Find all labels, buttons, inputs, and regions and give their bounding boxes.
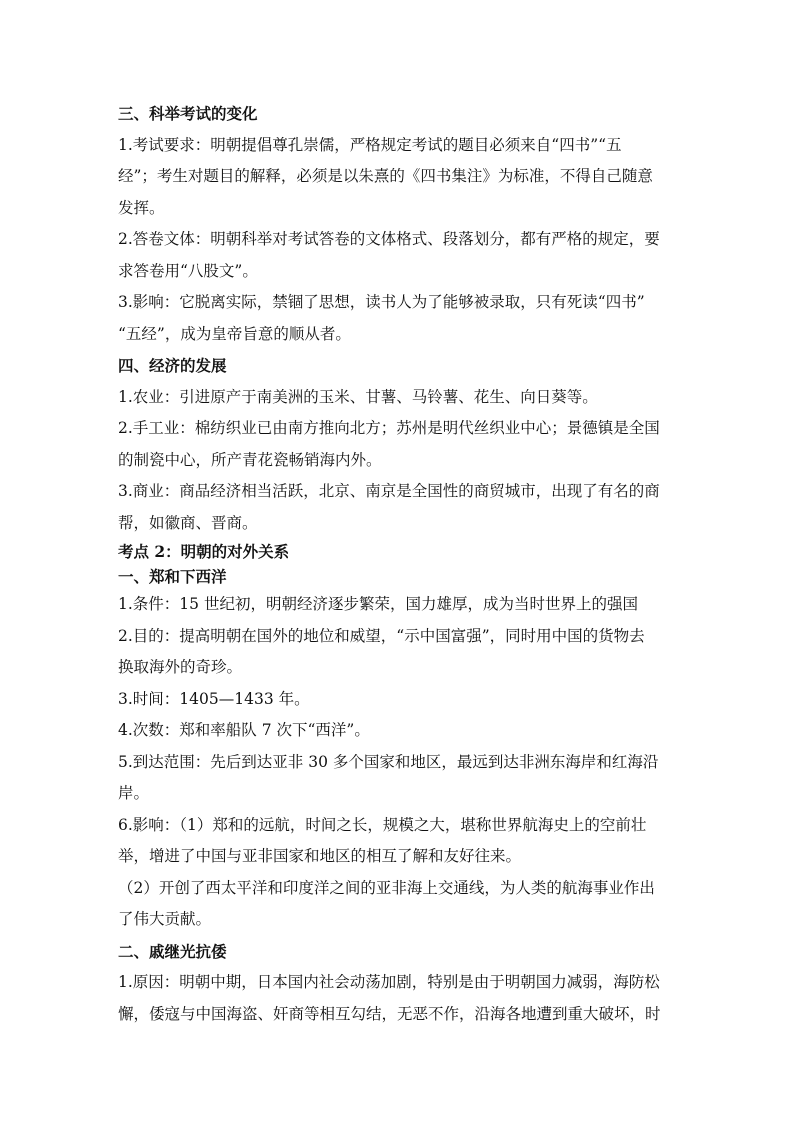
paragraph-line: “五经”，成为皇帝旨意的顺从者。: [118, 324, 351, 343]
paragraph-line: 1.条件：15 世纪初，明朝经济逐步繁荣，国力雄厚，成为当时世界上的强国: [118, 595, 638, 613]
paragraph-line: 举，增进了中国与亚非国家和地区的相互了解和友好往来。: [118, 847, 522, 865]
section-heading-keju: 三、科举考试的变化: [118, 104, 258, 123]
paragraph-line: 经”；考生对题目的解释，必须是以朱熹的《四书集注》为标准，不得自己随意: [118, 167, 653, 185]
section-heading-qijiguang: 二、戚继光抗倭: [118, 941, 227, 961]
section-heading-zhenghe: 一、郑和下西洋: [118, 567, 227, 586]
paragraph-line: 6.影响：（1）郑和的远航，时间之长，规模之大，堪称世界航海史上的空前壮: [118, 815, 647, 834]
paragraph-line: 2.手工业：棉纺织业已由南方推向北方；苏州是明代丝织业中心；景德镇是全国: [118, 419, 660, 437]
paragraph-line: 了伟大贡献。: [118, 910, 212, 928]
paragraph-line: 求答卷用“八股文”。: [118, 261, 258, 280]
paragraph-line: 1.考试要求：明朝提倡尊孔崇儒，严格规定考试的题目必须来自“四书”“五: [118, 135, 622, 154]
paragraph-line: 2.答卷文体：明朝科举对考试答卷的文体格式、段落划分，都有严格的规定，要: [118, 230, 660, 248]
paragraph-line: 懈，倭寇与中国海盗、奸商等相互勾结，无恶不作，沿海各地遭到重大破坏，时: [118, 1004, 661, 1023]
paragraph-line: （2）开创了西太平洋和印度洋之间的亚非海上交通线，为人类的航海事业作出: [118, 878, 655, 897]
paragraph-line: 3.影响：它脱离实际，禁锢了思想，读书人为了能够被录取，只有死读“四书”: [118, 293, 645, 311]
document-page: [118, 98, 680, 1030]
paragraph-line: 发挥。: [118, 198, 165, 217]
paragraph-line: 3.商业：商品经济相当活跃，北京、南京是全国性的商贸城市，出现了有名的商: [118, 482, 660, 500]
paragraph-line: 2.目的：提高明朝在国外的地位和威望，“示中国富强”，同时用中国的货物去: [118, 626, 645, 645]
paragraph-line: 岸。: [118, 784, 150, 802]
paragraph-line: 1.农业：引进原产于南美洲的玉米、甘薯、马铃薯、花生、向日葵等。: [118, 387, 598, 406]
paragraph-line: 4.次数：郑和率船队 7 次下“西洋”。: [118, 721, 370, 739]
paragraph-line: 的制瓷中心，所产青花瓷畅销海内外。: [118, 450, 382, 469]
paragraph-line: 1.原因：明朝中期，日本国内社会动荡加剧，特别是由于明朝国力减弱，海防松: [118, 973, 660, 991]
paragraph-line: 5.到达范围：先后到达亚非 30 多个国家和地区，最远到达非洲东海岸和红海沿: [118, 752, 659, 771]
kaodian-heading: 考点 2：明朝的对外关系: [118, 542, 290, 561]
section-heading-economy: 四、经济的发展: [118, 356, 227, 375]
paragraph-line: 帮，如徽商、晋商。: [118, 513, 258, 532]
paragraph-line: 3.时间：1405—1433 年。: [118, 689, 310, 708]
paragraph-line: 换取海外的奇珍。: [118, 658, 243, 676]
